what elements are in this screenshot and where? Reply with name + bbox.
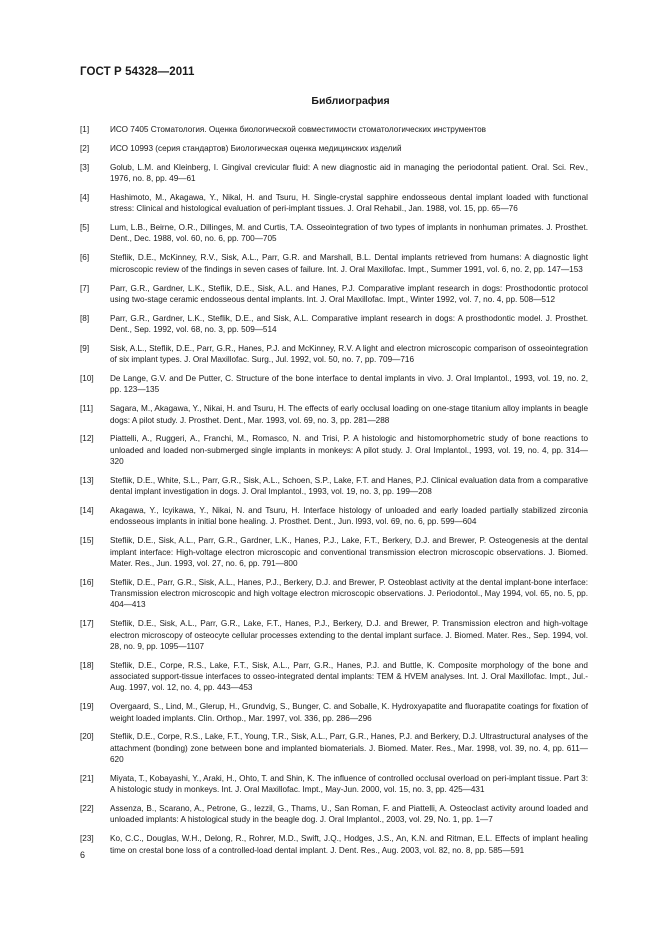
reference-number: [4] [80, 192, 90, 202]
reference-number: [17] [80, 619, 94, 629]
reference-item [80, 143, 588, 154]
reference-text: Sisk, A.L., Steflik, D.E., Parr, G.R., Hanes, P.J. and McKinney, R.V. A light and electron microscopic comparison of osseointegration of six implant types. J. Oral Maxillofac. Surg., Jul. 1992, vol. 50, no. 7, pp. 709—716 [110, 343, 588, 365]
reference-item [80, 803, 588, 826]
reference-text: Steflik, D.E., Corpe, R.S., Lake, F.T., Young, T.R., Sisk, A.L., Parr, G.R., Hanes, P.J. and Berkery, D.J. Ultrastructural analyses of the attachment (bonding) zone between bone and implanted biomaterials. J. Biomed. Mater. Res., Mar. 1998, vol. 39, no. 4, pp. 611—620 [110, 732, 588, 765]
reference-text: Hashimoto, M., Akagawa, Y., Nikal, H. and Tsuru, H. Single-crystal sapphire endosseous dental implant loaded with functional stress: Clinical and histological evaluation of peri-implant tissues. J. Oral Rehabil., Jan. 1988, vol. 15, pp. 65—76 [110, 192, 588, 214]
reference-item [80, 475, 588, 498]
reference-text: Steflik, D.E., McKinney, R.V., Sisk, A.L., Parr, G.R. and Marshall, B.L. Dental implants retrieved from humans: A diagnostic light microscopic review of the findings in seven cases of failure. Int. J. Oral Maxillofac. Impt., Summer 1991, vol. 6, no. 2, pp. 147—153 [110, 253, 588, 274]
reference-number: [7] [80, 283, 90, 293]
reference-number: [5] [80, 223, 90, 233]
reference-number: [23] [80, 834, 94, 844]
reference-item [80, 162, 588, 185]
reference-number: [13] [80, 475, 94, 485]
reference-text: Steflik, D.E., Corpe, R.S., Lake, F.T., Sisk, A.L., Parr, G.R., Hanes, P.J. and Buttle, K. Composite morphology of the bone and associated support-tissue interfaces to osseo-integrated dental implants: TEM & HVEM analyses. Int. J. Oral Maxillofac. Impt., Jul.-Aug. 1997, vol. 12, no. 4, pp. 443—453 [110, 660, 588, 693]
reference-number: [9] [80, 343, 90, 353]
reference-text: Parr, G.R., Gardner, L.K., Steflik, D.E., and Sisk, A.L. Comparative implant research in dogs: A prosthodontic model. J. Prosthet. Dent., Sep. 1992, vol. 68, no. 3, pp. 509—514 [110, 313, 588, 335]
reference-number: [16] [80, 577, 94, 587]
reference-number: [21] [80, 773, 94, 783]
reference-text: ИСО 10993 (серия стандартов) Биологическая оценка медицинских изделий [110, 143, 402, 153]
reference-number: [11] [80, 404, 94, 414]
reference-number: [10] [80, 374, 94, 384]
reference-text: Steflik, D.E., White, S.L., Parr, G.R., Sisk, A.L., Schoen, S.P., Lake, F.T. and Hanes, P.J. Clinical evaluation data from a comparative dental implant investigation in dogs. J. Oral Implantol., 1993, vol. 19, no. 3, pp. 199—208 [110, 475, 588, 497]
reference-number: [12] [80, 434, 94, 444]
page-number: 6 [80, 850, 86, 860]
reference-number: [15] [80, 536, 94, 546]
reference-number: [20] [80, 732, 94, 742]
reference-item [80, 343, 588, 366]
document-header: ГОСТ Р 54328—2011 [80, 66, 195, 78]
reference-number: [18] [80, 660, 94, 670]
reference-item [80, 577, 588, 611]
reference-number: [2] [80, 143, 90, 153]
reference-text: Overgaard, S., Lind, M., Glerup, H., Grundvig, S., Bunger, C. and Soballe, K. Hydroxyapatite and fluorapatite coatings for fixation of weight loaded implants. Clin. Orthop., Mar. 1997, vol. 336, pp. 286—296 [110, 702, 588, 723]
reference-text: Piattelli, A., Ruggeri, A., Franchi, M., Romasco, N. and Trisi, P. A histologic and histomorphometric study of bone reactions to unloaded and loaded non-submerged single implants in monkeys: A pilot study. J. Oral Implantol., 1993, vol. 19, no. 4, pp. 314—320 [110, 434, 588, 467]
reference-item [80, 222, 588, 245]
reference-item [80, 192, 588, 215]
reference-text: ИСО 7405 Стоматология. Оценка биологической совместимости стоматологических инструментов [110, 125, 487, 134]
reference-item [80, 124, 588, 135]
reference-text: Parr, G.R., Gardner, L.K., Steflik, D.E., Sisk, A.L. and Hanes, P.J. Comparative implant research in dogs: Prosthodontic protocol using two-stage ceramic endosseous dental implants. Int. J. Oral Maxillofac. Impt., Winter 1992, vol. 7, no. 4, pp. 508—512 [110, 283, 588, 304]
reference-item [80, 773, 588, 796]
reference-item [80, 660, 588, 694]
reference-text: Ko, C.C., Douglas, W.H., Delong, R., Rohrer, M.D., Swift, J.Q., Hodges, J.S., An, K.N. and Ritman, E.L. Effects of implant healing time on crestal bone loss of a controlled-load dental implant. J. Dent. Res., Aug. 2003, vol. 82, no. 8, pp. 585—591 [110, 834, 588, 855]
reference-item [80, 618, 588, 652]
reference-text: Assenza, B., Scarano, A., Petrone, G., Iezzil, G., Thams, U., San Roman, F. and Piattelli, A. Osteoclast activity around loaded and unloaded implants: A histological study in the beagle dog. J. Oral Implantol., 2003, vol. 29, No. 1, pp. 1—7 [110, 804, 588, 825]
reference-number: [8] [80, 313, 90, 323]
reference-item [80, 252, 588, 275]
reference-number: [1] [80, 125, 90, 134]
reference-number: [14] [80, 506, 94, 516]
reference-item [80, 283, 588, 306]
reference-text: Akagawa, Y., Icyikawa, Y., Nikai, N. and Tsuru, H. Interface histology of unloaded and early loaded partially stabilized zirconia endosseous implants in initial bone healing. J. Prosthet. Dent., Jun. l993, vol. 69, no. 6, pp. 599—604 [110, 506, 588, 527]
section-title: Библиография [311, 95, 390, 107]
reference-number: [22] [80, 804, 94, 814]
reference-item [80, 833, 588, 856]
reference-item [80, 731, 588, 765]
reference-item [80, 535, 588, 569]
reference-text: Golub, L.M. and Kleinberg, I. Gingival crevicular fluid: A new diagnostic aid in managing the periodontal patient. Oral. Sci. Rev., 1976, no. 8, pp. 49—61 [110, 162, 588, 184]
reference-text: Miyata, T., Kobayashi, Y., Araki, H., Ohto, T. and Shin, K. The influence of controlled occlusal overload on peri-implant tissue. Part 3: A histologic study in monkeys. Int. J. Oral Maxillofac. Impt., May-Jun. 2000, vol. 15, no. 3, pp. 425—431 [110, 773, 588, 795]
reference-text: Sagara, M., Akagawa, Y., Nikai, H. and Tsuru, H. The effects of early occlusal loading on one-stage titanium alloy implants in beagle dogs: A pilot study. J. Prosthet. Dent., Mar. 1993, vol. 69, no. 3, pp. 281—288 [110, 404, 588, 425]
reference-text: Lum, L.B., Beirne, O.R., Dillinges, M. and Curtis, T.A. Osseointegration of two types of implants in nonhuman primates. J. Prosthet. Dent., Dec. 1988, vol. 60, no. 6, pp. 700—705 [110, 223, 588, 244]
reference-number: [6] [80, 253, 90, 263]
reference-text: De Lange, G.V. and De Putter, C. Structure of the bone interface to dental implants in vivo. J. Oral Implantol., 1993, vol. 19, no. 2, pp. 123—135 [110, 374, 588, 395]
reference-item [80, 433, 588, 467]
reference-item [80, 313, 588, 336]
reference-text: Steflik, D.E., Sisk, A.L., Parr, G.R., Lake, F.T., Hanes, P.J., Berkery, D.J. and Brewer, P. Transmission electron and high-voltage electron microscopy of osteocyte cellular processes extending to the dental implant surface. J. Biomed. Mater. Res., Sep. 1994, vol. 28, no. 9, pp. 1095—1107 [110, 619, 588, 651]
reference-number: [19] [80, 702, 94, 712]
reference-item [80, 701, 588, 724]
reference-text: Steflik, D.E., Sisk, A.L., Parr, G.R., Gardner, L.K., Hanes, P.J., Lake, F.T., Berkery, D.J. and Brewer, P. Osteogenesis at the dental implant interface: High-voltage electron microscopic and conventional transmission electron microscopic observations. J. Biomed. Mater. Res., Jun. 1993, vol. 27, no. 6, pp. 791—800 [110, 536, 588, 568]
reference-item [80, 373, 588, 396]
reference-item [80, 505, 588, 528]
reference-text: Steflik, D.E., Parr, G.R., Sisk, A.L., Hanes, P.J., Berkery, D.J. and Brewer, P. Osteoblast activity at the dental implant-bone interface: Transmission electron microscopic and high voltage electron microscopic observations. J. Periodontol., May 1994, vol. 65, no. 5, pp. 404—413 [110, 577, 588, 610]
bibliography-list [80, 124, 588, 864]
reference-item [80, 403, 588, 426]
reference-number: [3] [80, 162, 90, 172]
